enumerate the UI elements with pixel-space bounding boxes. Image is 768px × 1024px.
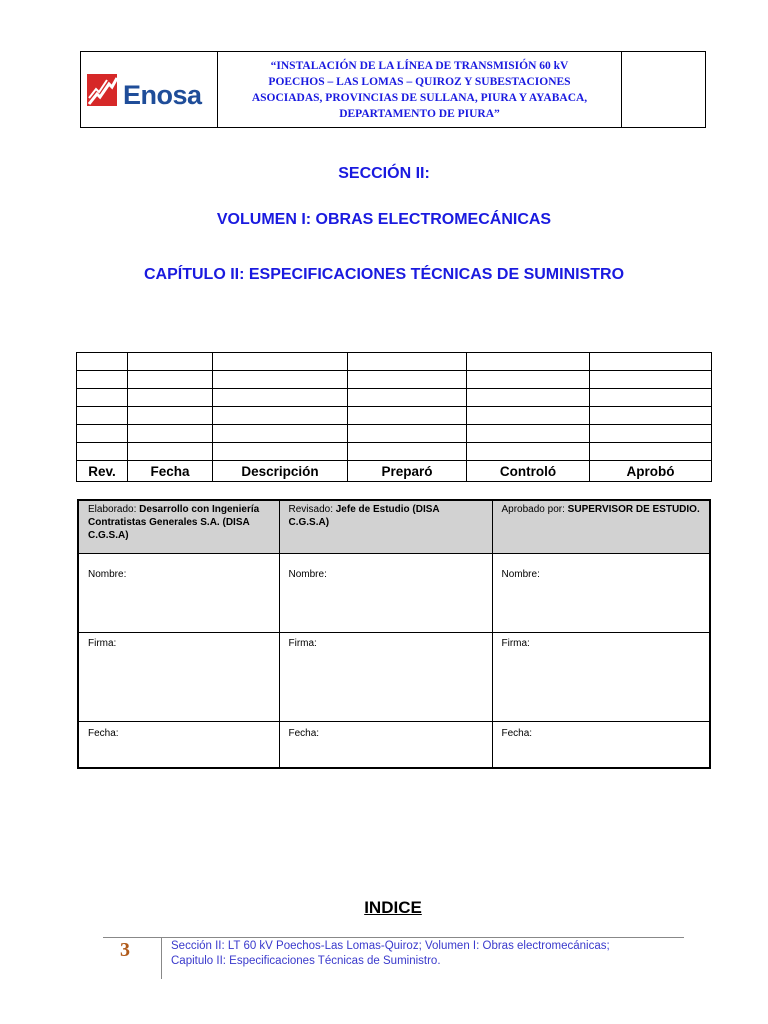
section-heading: SECCIÓN II: (338, 165, 430, 182)
header-blank-cell (622, 52, 705, 127)
fecha-field: Fecha: (78, 722, 279, 769)
nombre-field: Nombre: (78, 554, 279, 633)
table-row (77, 389, 712, 407)
document-header (80, 51, 706, 128)
revision-table (76, 352, 712, 482)
chapter-heading: CAPÍTULO II: ESPECIFICACIONES TÉCNICAS DE SUMINISTRO (143, 266, 625, 283)
project-title (218, 52, 622, 127)
revisado-cell (279, 500, 492, 554)
col-descripcion: Descripción (213, 461, 348, 482)
title-line: ASOCIADAS, PROVINCIAS DE SULLANA, PIURA Y AYABACA, (251, 91, 588, 104)
revision-header-row (77, 461, 712, 482)
firma-row (78, 633, 710, 722)
aprobado-label: Aprobado por: (501, 504, 565, 515)
firma-field: Firma: (78, 633, 279, 722)
enosa-logo-icon (87, 74, 123, 108)
title-line: DEPARTAMENTO DE PIURA” (339, 107, 500, 120)
table-row (77, 425, 712, 443)
firma-field: Firma: (279, 633, 492, 722)
col-fecha: Fecha (128, 461, 213, 482)
table-row (77, 371, 712, 389)
revisado-label: Revisado: (288, 504, 333, 515)
signature-header-row (78, 500, 710, 554)
revisado-value: Jefe de Estudio (DISA C.G.S.A) (288, 504, 440, 528)
col-preparo: Preparó (348, 461, 467, 482)
volume-heading: VOLUMEN I: OBRAS ELECTROMECÁNICAS (216, 211, 552, 228)
nombre-field: Nombre: (279, 554, 492, 633)
footer-text (171, 939, 610, 969)
elaborado-label: Elaborado: (88, 504, 137, 515)
col-aprobo: Aprobó (590, 461, 712, 482)
fecha-row (78, 722, 710, 769)
nombre-row (78, 554, 710, 633)
footer-line: Capitulo II: Especificaciones Técnicas de Suministro. (171, 955, 441, 967)
index-heading: INDICE (364, 898, 422, 917)
logo-text: Enosa (123, 80, 202, 110)
table-row (77, 353, 712, 371)
table-row (77, 407, 712, 425)
col-rev: Rev. (77, 461, 128, 482)
elaborado-value: Desarrollo con Ingeniería Contratistas Generales S.A. (DISA C.G.S.A) (88, 504, 260, 541)
firma-field: Firma: (492, 633, 710, 722)
title-line: “INSTALACIÓN DE LA LÍNEA DE TRANSMISIÓN 60 kV (270, 59, 569, 72)
aprobado-cell (492, 500, 710, 554)
fecha-field: Fecha: (279, 722, 492, 769)
signature-table (77, 499, 711, 769)
title-line: POECHOS – LAS LOMAS – QUIROZ Y SUBESTACIONES (268, 75, 571, 88)
footer-divider (103, 937, 684, 938)
elaborado-cell (78, 500, 279, 554)
footer-vertical-divider (161, 937, 162, 979)
table-row (77, 443, 712, 461)
page-number: 3 (120, 939, 130, 961)
aprobado-value: SUPERVISOR DE ESTUDIO. (567, 504, 700, 515)
fecha-field: Fecha: (492, 722, 710, 769)
nombre-field: Nombre: (492, 554, 710, 633)
col-controlo: Controló (467, 461, 590, 482)
logo-cell (81, 52, 218, 127)
footer-line: Sección II: LT 60 kV Poechos-Las Lomas-Quiroz; Volumen I: Obras electromecánicas; (171, 940, 610, 952)
